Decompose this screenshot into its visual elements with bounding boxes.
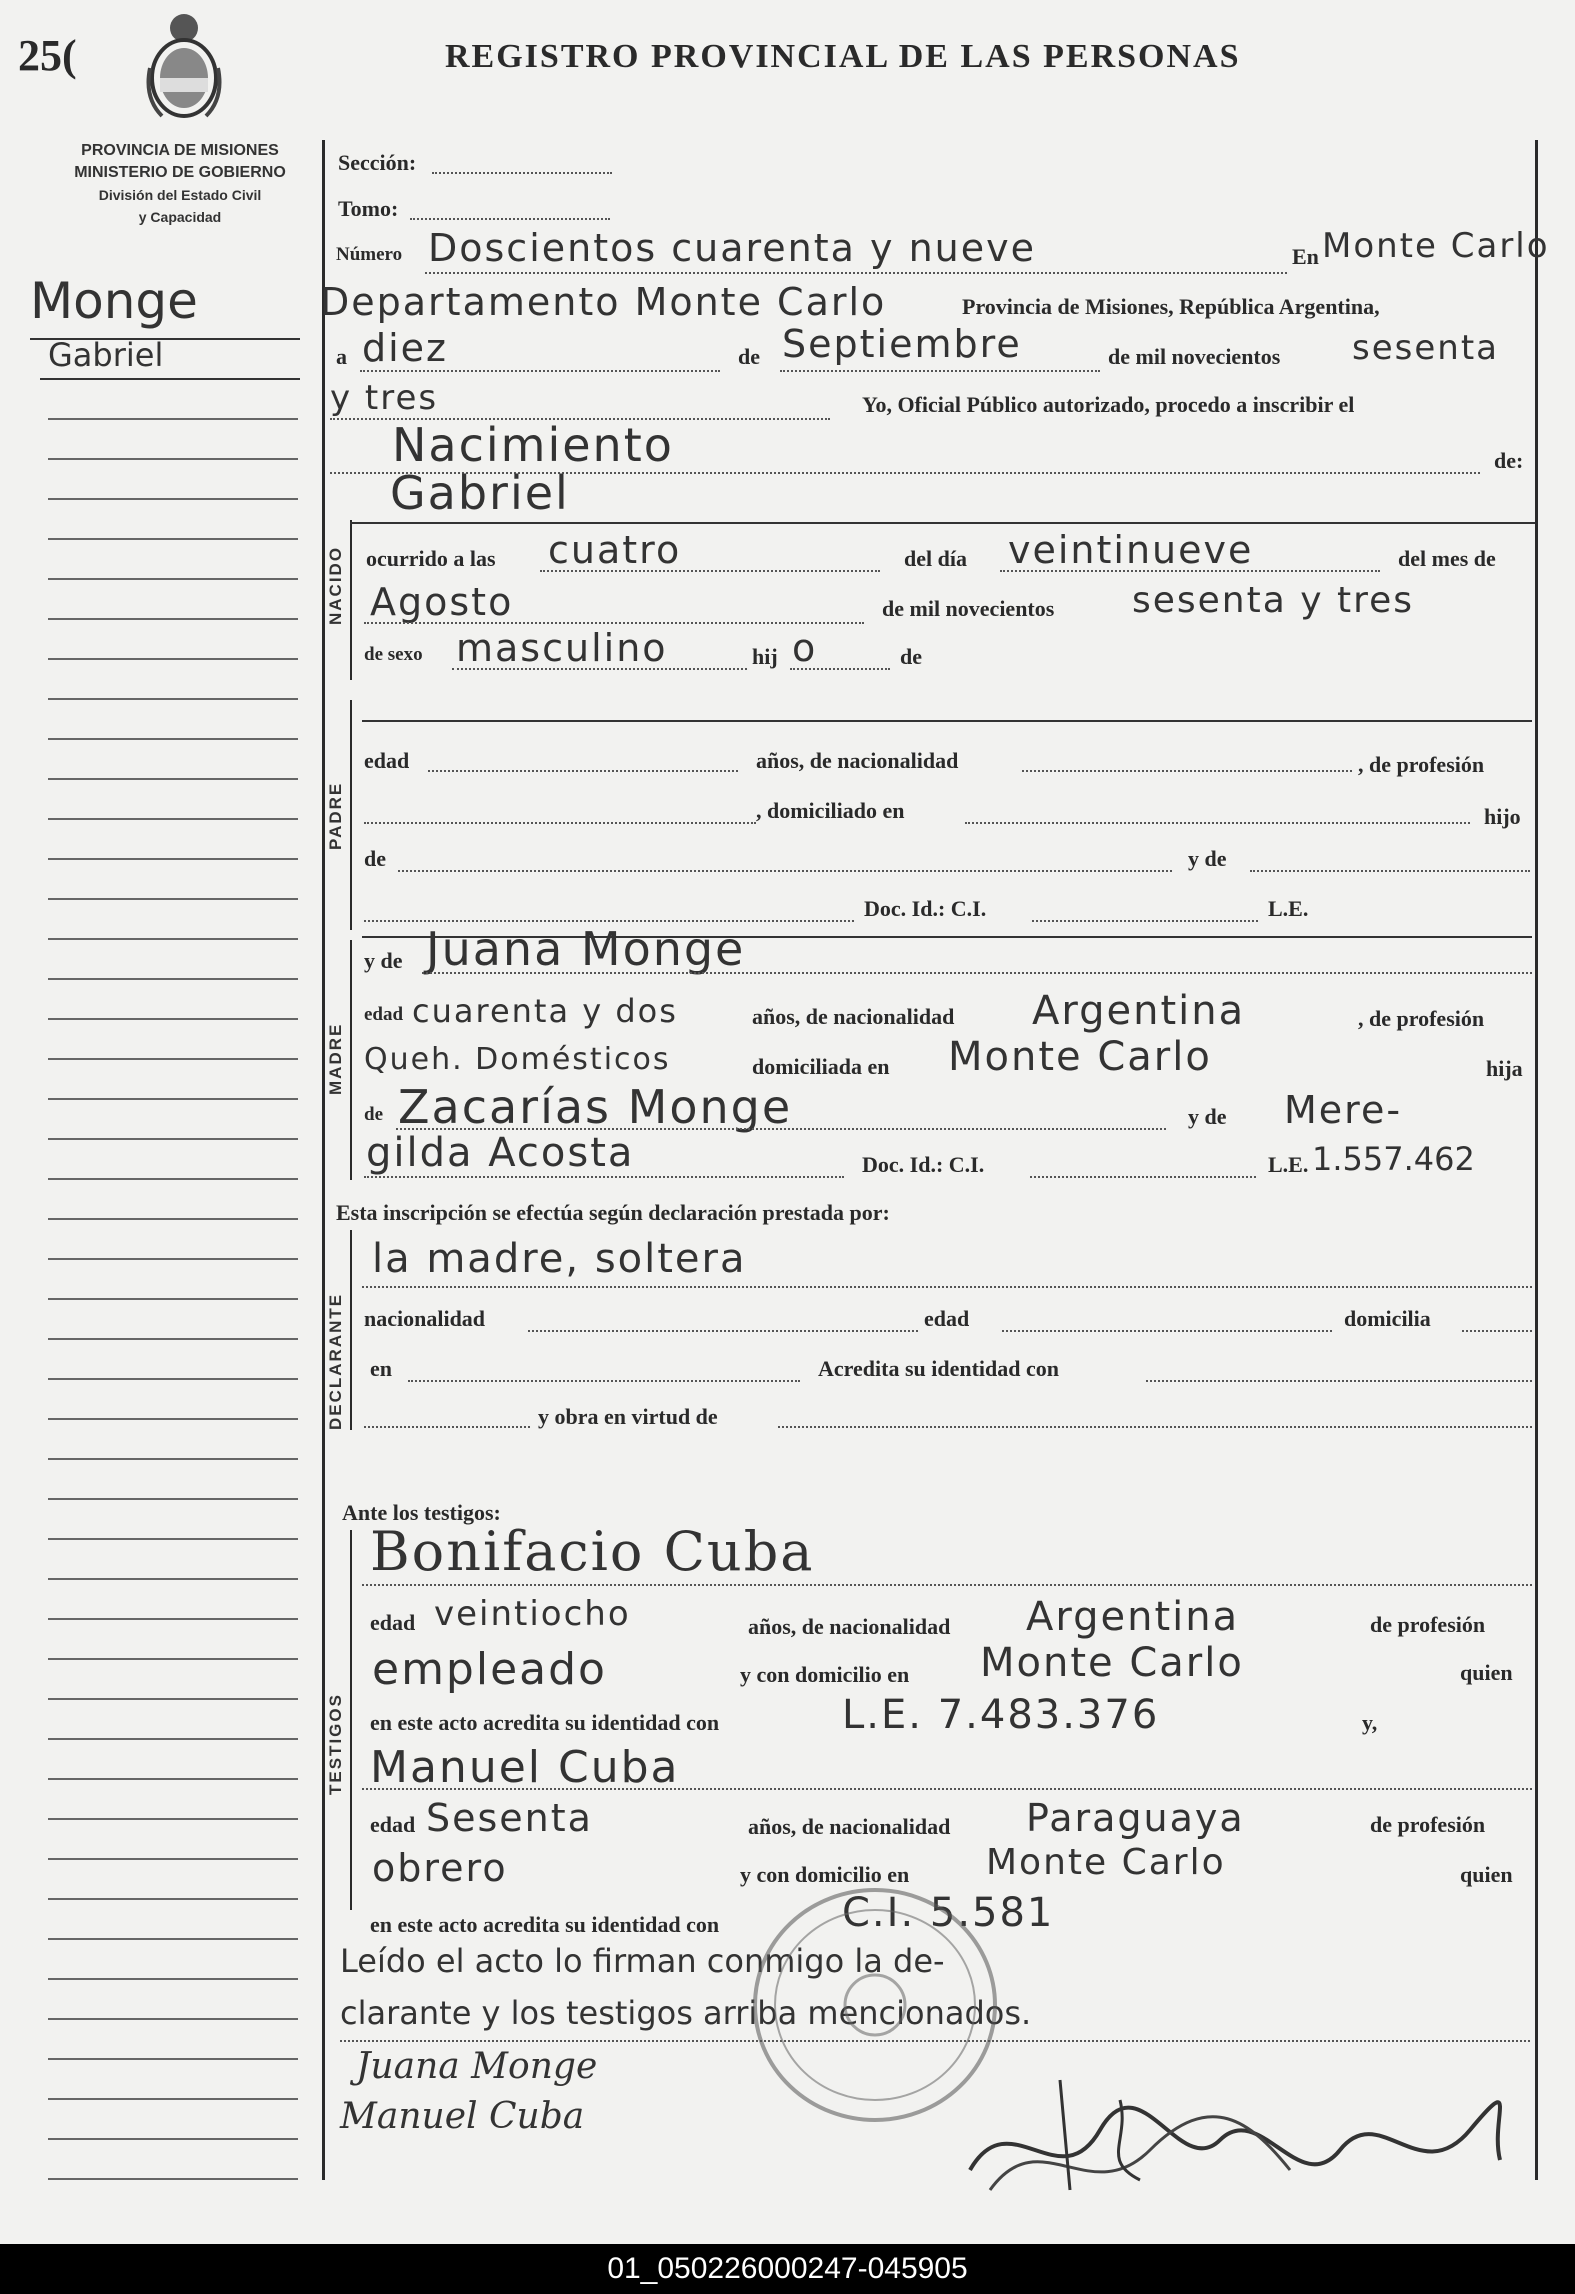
madre-doc-label: Doc. Id.: C.I. bbox=[862, 1152, 985, 1177]
madre-profesion-value: Queh. Domésticos bbox=[364, 1042, 671, 1077]
testigo-1-anios-label: años, de nacionalidad bbox=[748, 1614, 951, 1639]
del-dia-label: del día bbox=[904, 546, 967, 571]
padre-de-label: de bbox=[364, 846, 386, 871]
org-line-3: División del Estado Civil bbox=[98, 187, 262, 203]
padre-anios-label: años, de nacionalidad bbox=[756, 748, 959, 773]
dia-value: diez bbox=[362, 326, 449, 370]
section-line-padre bbox=[350, 700, 352, 930]
section-line-madre bbox=[350, 940, 352, 1180]
declarante-obra-label: y obra en virtud de bbox=[538, 1404, 718, 1429]
hij-label: hij bbox=[752, 644, 778, 669]
declarante-value: la madre, soltera bbox=[372, 1236, 747, 1282]
testigo-1-domicilio: Monte Carlo bbox=[980, 1640, 1244, 1686]
nombre-value: Gabriel bbox=[390, 466, 570, 520]
testigo-1-doc: L.E. 7.483.376 bbox=[842, 1692, 1160, 1738]
testigo-2-anios-label: años, de nacionalidad bbox=[748, 1814, 951, 1839]
testigo-1-edad-label: edad bbox=[370, 1610, 416, 1635]
madre-profesion-label: , de profesión bbox=[1358, 1006, 1485, 1031]
testigo-1-profesion: empleado bbox=[372, 1644, 607, 1695]
padre-edad-label: edad bbox=[364, 748, 410, 773]
page-number: 25( bbox=[18, 31, 77, 80]
mes-value: Septiembre bbox=[782, 322, 1022, 366]
org-line-1: PROVINCIA DE MISIONES bbox=[81, 142, 279, 159]
testigo-1-profesion-label: de profesión bbox=[1370, 1612, 1486, 1637]
de-colon-label: de: bbox=[1494, 448, 1524, 473]
anio-text: de mil novecientos bbox=[1108, 344, 1281, 369]
right-frame-line bbox=[1535, 140, 1538, 2180]
anio-value-continued: y tres bbox=[330, 378, 439, 418]
left-frame-line bbox=[322, 140, 325, 2180]
madre-side-label: MADRE bbox=[326, 1022, 345, 1095]
madre-y-de-label-2: y de bbox=[1188, 1104, 1227, 1129]
declarante-domicilia-label: domicilia bbox=[1344, 1306, 1431, 1331]
padre-side-label: PADRE bbox=[326, 781, 345, 850]
testigo-2-domicilio: Monte Carlo bbox=[986, 1842, 1226, 1883]
testigo-1-domicilio-label: y con domicilio en bbox=[740, 1662, 910, 1687]
dia-nacimiento-value: veintinueve bbox=[1008, 528, 1254, 572]
testigo-2-nombre: Manuel Cuba bbox=[370, 1742, 680, 1793]
firma-declarante: Juana Monge bbox=[356, 2046, 598, 2087]
testigo-y-label: y, bbox=[1362, 1710, 1378, 1735]
testigo-2-acredita-label: en este acto acredita su identidad con bbox=[370, 1912, 720, 1937]
padre-y-de-label: y de bbox=[1188, 846, 1227, 871]
sexo-label: de sexo bbox=[364, 644, 423, 665]
a-label: a bbox=[336, 344, 347, 369]
madre-edad-label: edad bbox=[364, 1004, 404, 1025]
numero-label: Número bbox=[336, 244, 403, 265]
margin-name: Gabriel bbox=[48, 336, 164, 374]
de-label: de bbox=[738, 344, 760, 369]
en-label: En bbox=[1292, 244, 1319, 269]
tomo-label: Tomo: bbox=[338, 196, 399, 221]
testigo-2-nacionalidad: Paraguaya bbox=[1026, 1796, 1245, 1840]
declarante-edad-label: edad bbox=[924, 1306, 970, 1331]
oficial-text: Yo, Oficial Público autorizado, procedo a inscribir el bbox=[862, 392, 1355, 417]
org-line-2: MINISTERIO DE GOBIERNO bbox=[74, 164, 286, 181]
acto-value: Nacimiento bbox=[392, 418, 674, 472]
testigo-2-edad-label: edad bbox=[370, 1812, 416, 1837]
section-line-declarante bbox=[350, 1230, 352, 1430]
madre-nombre-value: Juana Monge bbox=[426, 922, 746, 976]
madre-domicilio-value: Monte Carlo bbox=[948, 1034, 1212, 1080]
anio-nacimiento-value: sesenta y tres bbox=[1132, 580, 1415, 621]
seccion-label: Sección: bbox=[338, 150, 417, 175]
madre-y-de-label: y de bbox=[364, 948, 403, 973]
provincia-text: Provincia de Misiones, República Argentina, bbox=[962, 294, 1380, 319]
ocurrido-label: ocurrido a las bbox=[366, 546, 496, 571]
declarante-nacionalidad-label: nacionalidad bbox=[364, 1306, 486, 1331]
madre-madre-value: Mere- bbox=[1284, 1088, 1403, 1132]
madre-padre-value: Zacarías Monge bbox=[398, 1080, 793, 1134]
declaracion-intro: Esta inscripción se efectúa según declaración prestada por: bbox=[336, 1200, 890, 1225]
testigo-1-quien-label: quien bbox=[1460, 1660, 1513, 1685]
declarante-side-label: DECLARANTE bbox=[326, 1292, 345, 1430]
hij-value: o bbox=[792, 626, 818, 670]
nacido-de-label: de bbox=[900, 644, 922, 669]
testigo-2-profesion: obrero bbox=[372, 1846, 508, 1890]
declarante-acredita-label: Acredita su identidad con bbox=[818, 1356, 1060, 1381]
de-mil-label: de mil novecientos bbox=[882, 596, 1055, 621]
testigo-1-nacionalidad: Argentina bbox=[1026, 1594, 1240, 1640]
org-line-4: y Capacidad bbox=[138, 209, 222, 225]
madre-edad-value: cuarenta y dos bbox=[412, 992, 678, 1030]
testigo-2-edad-value: Sesenta bbox=[426, 1796, 593, 1840]
padre-profesion-label: , de profesión bbox=[1358, 752, 1485, 777]
testigo-2-quien-label: quien bbox=[1460, 1862, 1513, 1887]
sexo-value: masculino bbox=[456, 626, 668, 670]
padre-hijo-label: hijo bbox=[1484, 804, 1521, 829]
coat-of-arms-icon bbox=[142, 8, 226, 123]
del-mes-label: del mes de bbox=[1398, 546, 1496, 571]
section-line-testigos bbox=[350, 1530, 352, 1910]
mes-nacimiento-value: Agosto bbox=[370, 580, 514, 624]
testigo-1-edad-value: veintiocho bbox=[434, 1594, 631, 1634]
section-line-nacido bbox=[350, 520, 352, 680]
padre-domiciliado-label: , domiciliado en bbox=[756, 798, 905, 823]
firma-testigo-2: Manuel Cuba bbox=[340, 2096, 585, 2137]
anio-value: sesenta bbox=[1352, 328, 1499, 368]
departamento-value: Departamento Monte Carlo bbox=[320, 280, 887, 324]
madre-le-label: L.E. bbox=[1268, 1152, 1309, 1177]
hora-value: cuatro bbox=[548, 528, 682, 572]
oficial-signature-icon bbox=[950, 2060, 1510, 2210]
en-value: Monte Carlo bbox=[1322, 226, 1550, 266]
testigo-2-domicilio-label: y con domicilio en bbox=[740, 1862, 910, 1887]
margin-surname: Monge bbox=[30, 272, 198, 330]
testigo-1-nombre: Bonifacio Cuba bbox=[370, 1520, 815, 1583]
numero-value: Doscientos cuarenta y nueve bbox=[428, 226, 1037, 270]
nacido-side-label: NACIDO bbox=[326, 545, 345, 625]
padre-le-label: L.E. bbox=[1268, 896, 1309, 921]
madre-de-label: de bbox=[364, 1104, 383, 1125]
testigos-side-label: TESTIGOS bbox=[326, 1693, 345, 1795]
madre-nacionalidad-value: Argentina bbox=[1032, 988, 1246, 1034]
testigo-2-doc: C.I. 5.581 bbox=[842, 1890, 1055, 1936]
testigo-2-profesion-label: de profesión bbox=[1370, 1812, 1486, 1837]
testigo-1-acredita-label: en este acto acredita su identidad con bbox=[370, 1710, 720, 1735]
issuing-organization bbox=[45, 140, 315, 228]
cierre-line-2: clarante y los testigos arriba mencionados. bbox=[340, 1994, 1032, 2032]
declarante-en-label: en bbox=[370, 1356, 392, 1381]
madre-hija-label: hija bbox=[1486, 1056, 1523, 1081]
cierre-line-1: Leído el acto lo firman conmigo la de- bbox=[340, 1942, 945, 1980]
padre-doc-label: Doc. Id.: C.I. bbox=[864, 896, 987, 921]
document-title: REGISTRO PROVINCIAL DE LAS PERSONAS bbox=[445, 38, 1241, 75]
madre-madre-value-continued: gilda Acosta bbox=[366, 1130, 635, 1176]
madre-anios-label: años, de nacionalidad bbox=[752, 1004, 955, 1029]
testigos-intro: Ante los testigos: bbox=[342, 1500, 501, 1525]
madre-domiciliada-label: domiciliada en bbox=[752, 1054, 890, 1079]
madre-le-value: 1.557.462 bbox=[1312, 1140, 1475, 1178]
image-id-footer: 01_050226000247-045905 bbox=[0, 2244, 1575, 2294]
